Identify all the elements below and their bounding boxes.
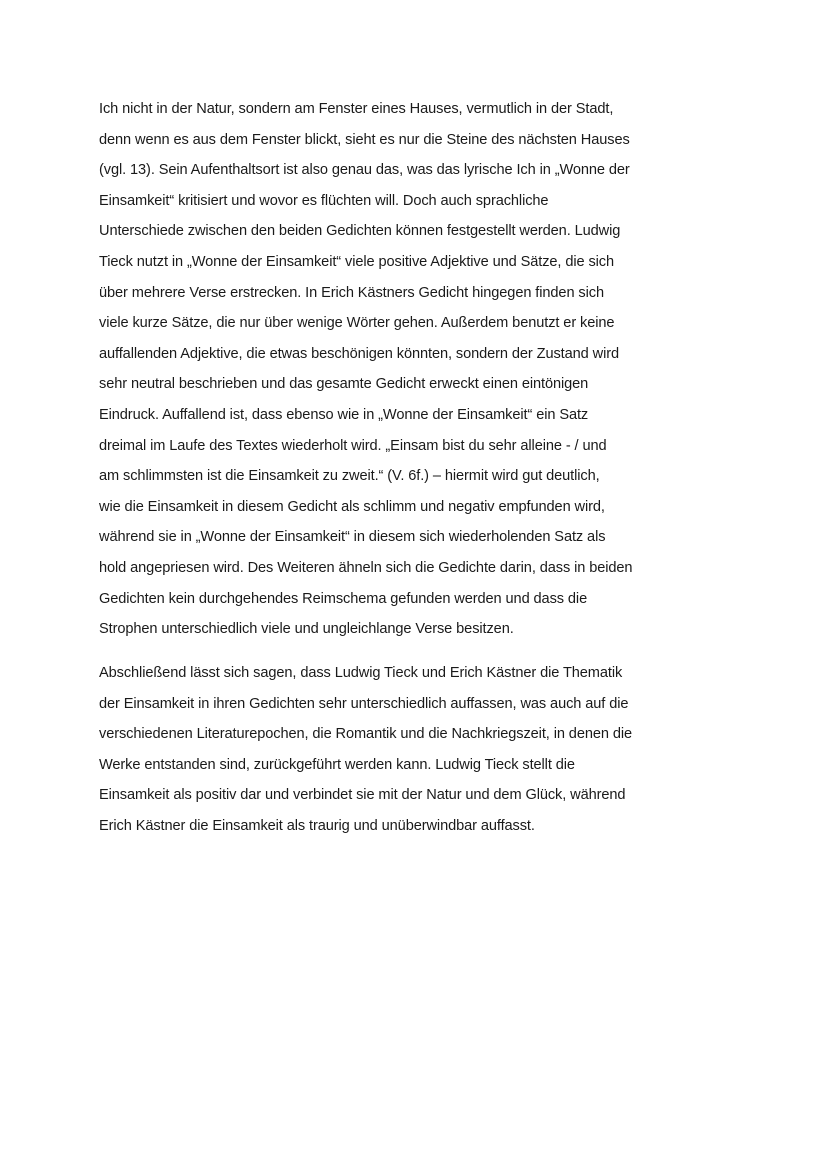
text-line: viele kurze Sätze, die nur über wenige Wörter gehen. Außerdem benutzt er keine <box>99 315 615 332</box>
text-line: sehr neutral beschrieben und das gesamte Gedicht erweckt einen eintönigen <box>99 376 589 393</box>
text-line: Abschließend lässt sich sagen, dass Ludwig Tieck und Erich Kästner die Thematik <box>99 665 623 681</box>
text-line: dreimal im Laufe des Textes wiederholt wird. „Einsam bist du sehr alleine - / und <box>99 437 607 454</box>
text-line: Eindruck. Auffallend ist, dass ebenso wie in „Wonne der Einsamkeit“ ein Satz <box>99 406 589 423</box>
paragraph-comparison <box>99 94 689 645</box>
text-line: denn wenn es aus dem Fenster blickt, sieht es nur die Steine des nächsten Hauses <box>99 131 630 148</box>
text-line: Einsamkeit als positiv dar und verbindet sie mit der Natur und dem Glück, während <box>99 787 626 804</box>
text-line: Tieck nutzt in „Wonne der Einsamkeit“ viele positive Adjektive und Sätze, die sich <box>99 253 614 270</box>
text-line: Strophen unterschiedlich viele und ungleichlange Verse besitzen. <box>99 621 514 638</box>
text-line: hold angepriesen wird. Des Weiteren ähneln sich die Gedichte darin, dass in beiden <box>99 559 633 576</box>
text-line: (vgl. 13). Sein Aufenthaltsort ist also genau das, was das lyrische Ich in „Wonne der <box>99 162 630 179</box>
text-line: wie die Einsamkeit in diesem Gedicht als schlimm und negativ empfunden wird, <box>99 498 605 515</box>
text-line: verschiedenen Literaturepochen, die Romantik und die Nachkriegszeit, in denen die <box>99 726 633 743</box>
text-line: Ich nicht in der Natur, sondern am Fenster eines Hauses, vermutlich in der Stadt, <box>99 101 614 117</box>
text-line: Gedichten kein durchgehendes Reimschema gefunden werden und dass die <box>99 590 588 607</box>
text-line: über mehrere Verse erstrecken. In Erich Kästners Gedicht hingegen finden sich <box>99 284 604 301</box>
text-line: während sie in „Wonne der Einsamkeit“ in diesem sich wiederholenden Satz als <box>99 529 606 546</box>
text-line: auffallenden Adjektive, die etwas beschönigen könnten, sondern der Zustand wird <box>99 345 619 362</box>
text-line: Unterschiede zwischen den beiden Gedichten können festgestellt werden. Ludwig <box>99 223 621 240</box>
text-line: Werke entstanden sind, zurückgeführt werden kann. Ludwig Tieck stellt die <box>99 756 575 773</box>
text-line: Einsamkeit“ kritisiert und wovor es flüchten will. Doch auch sprachliche <box>99 192 549 209</box>
text-line: der Einsamkeit in ihren Gedichten sehr unterschiedlich auffassen, was auch auf die <box>99 695 629 712</box>
text-line: am schlimmsten ist die Einsamkeit zu zweit.“ (V. 6f.) – hiermit wird gut deutlich, <box>99 468 600 485</box>
text-line: Erich Kästner die Einsamkeit als traurig und unüberwindbar auffasst. <box>99 817 535 834</box>
paragraph-conclusion <box>99 658 689 842</box>
